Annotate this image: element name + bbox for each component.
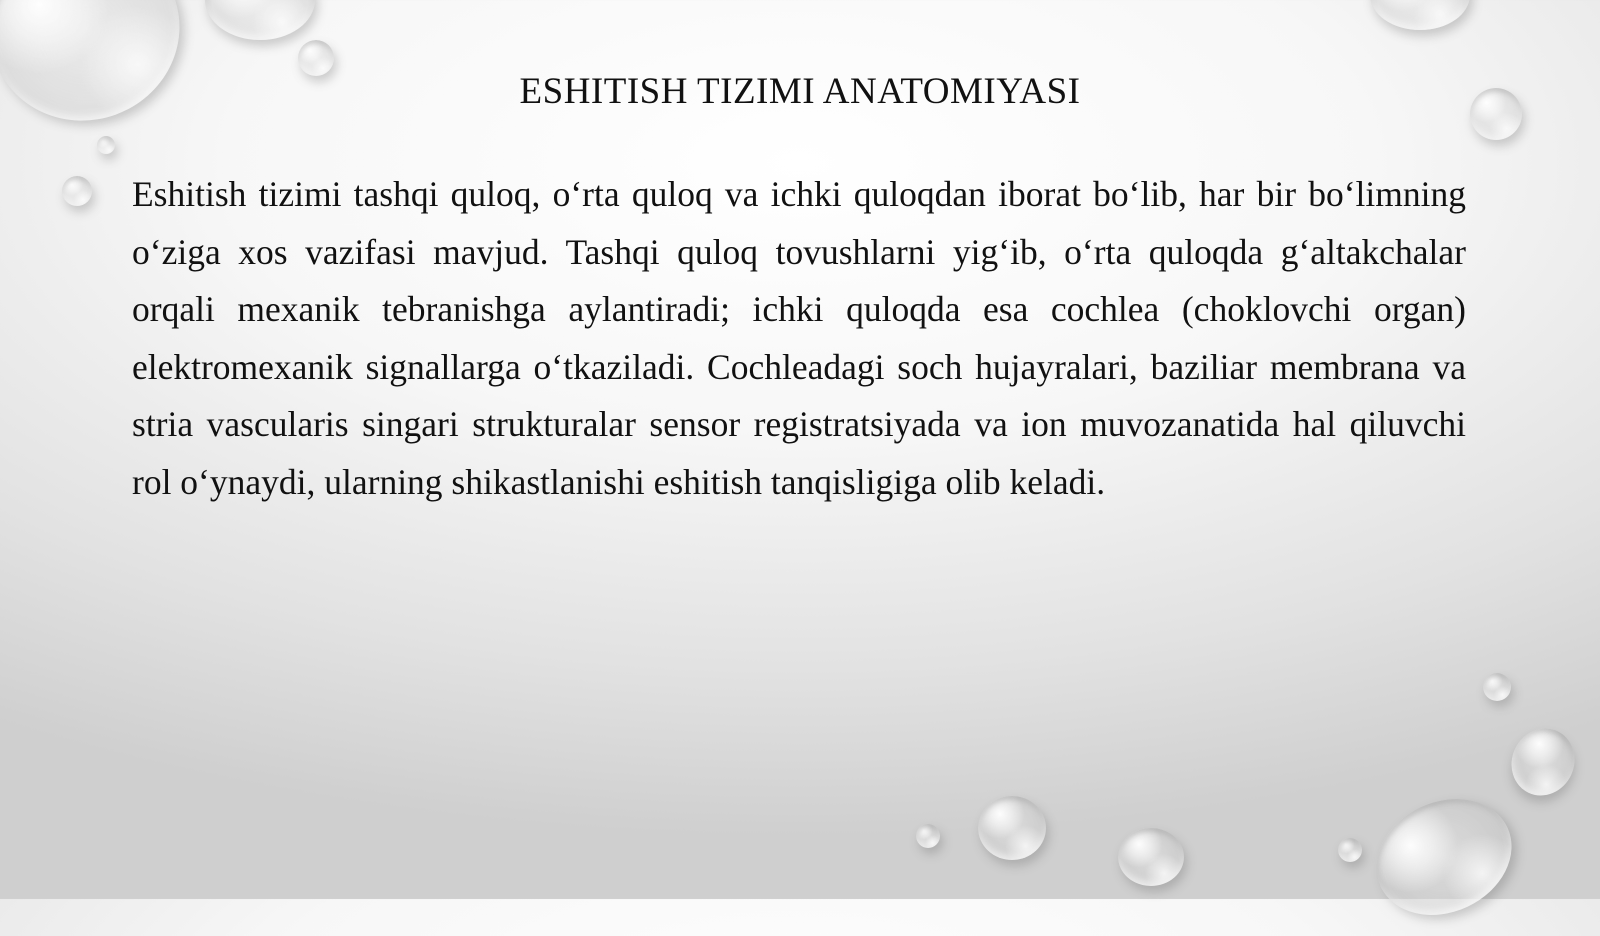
water-drop-decoration-icon: [0, 0, 205, 147]
water-drop-decoration-icon: [1470, 88, 1522, 140]
water-drop-decoration-icon: [1338, 838, 1362, 862]
slide-title: ESHITISH TIZIMI ANATOMIYASI: [519, 71, 1081, 112]
water-drop-decoration-icon: [1357, 778, 1530, 936]
body-paragraph: Eshitish tizimi tashqi quloq, o‘rta quloq va ichki quloqdan iborat bo‘lib, har bir bo‘limning o‘ziga xos vazifasi mavjud. Tashqi quloq tovushlarni yig‘ib, o‘rta quloqda g‘altakchalar orqali mexanik tebranishga aylantiradi; ichki quloqda esa cochlea (choklovchi organ) elektromexanik signallarga o‘tkaziladi. Cochleadagi soch hujayralari, baziliar membrana va stria vascularis singari strukturalar sensor registratsiyada va ion muvozanatida hal qiluvchi rol o‘ynaydi, ularning shikastlanishi eshitish tanqisligiga olib keladi.: [132, 174, 1466, 502]
water-drop-decoration-icon: [1370, 0, 1470, 30]
water-drop-decoration-icon: [1501, 718, 1586, 806]
water-drop-decoration-icon: [1118, 828, 1184, 886]
water-drop-decoration-icon: [205, 0, 315, 40]
water-drop-decoration-icon: [1483, 673, 1511, 701]
water-drop-bullet-icon: [62, 176, 92, 206]
water-drop-decoration-icon: [97, 136, 115, 154]
water-drop-decoration-icon: [978, 796, 1046, 860]
water-drop-decoration-icon: [916, 824, 940, 848]
